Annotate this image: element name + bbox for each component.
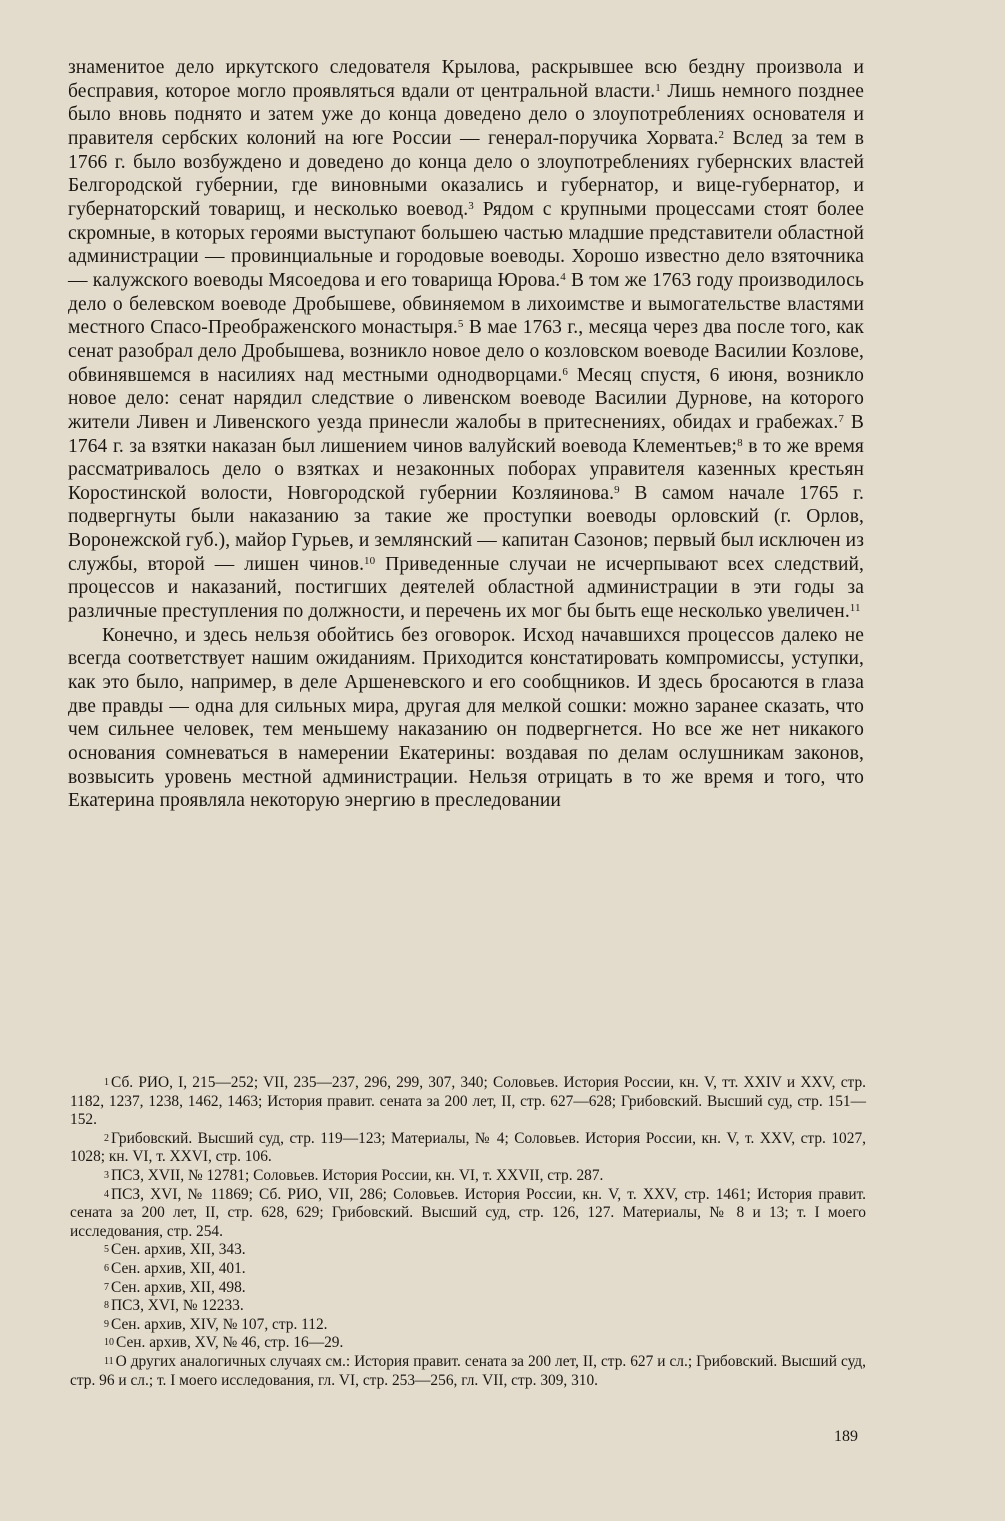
- paragraph: [68, 624, 864, 813]
- footnote-marker: 7: [838, 412, 844, 425]
- footnote-number: 6: [104, 1262, 109, 1274]
- text-run: в то же время рассматривалось дело о взятках и незаконных поборах управителя казенных крестьян Коростинской волости, Новгородской губернии Козляинова.: [68, 435, 864, 504]
- footnote-text: Сен. архив, XV, № 46, стр. 16—29.: [116, 1334, 344, 1352]
- text-run: В 1764 г. за взятки наказан был лишением чинов валуйский воевода Клементьев;: [68, 411, 864, 457]
- footnote-number: 10: [104, 1337, 114, 1349]
- footnote-marker: 10: [364, 554, 376, 567]
- footnote: [70, 1279, 866, 1298]
- footnote-number: 11: [104, 1355, 114, 1367]
- footnote: [70, 1353, 866, 1390]
- footnote-number: 7: [104, 1281, 109, 1293]
- footnote-marker: 8: [737, 436, 743, 449]
- footnote-text: Сен. архив, XIV, № 107, стр. 112.: [111, 1315, 328, 1333]
- text-run: Конечно, и здесь нельзя обойтись без оговорок. Исход начавшихся процессов далеко не всегда соответствует нашим ожиданиям. Приходится констатировать компромиссы, уступки, как это было, например, в деле Аршеневского и его сообщников. И здесь бросаются в глаза две правды — одна для сильных мира, другая для мелкой сошки: можно заранее сказать, что чем сильнее человек, тем меньшему наказанию он подвергнется. Но все же нет никакого основания сомневаться в намерении Екатерины: воздавая по делам ослушникам законов, возвысить уровень местной администрации. Нельзя отрицать в то же время и того, что Екатерина проявляла некоторую энергию в преследовании: [68, 624, 864, 812]
- footnote-number: 1: [104, 1077, 109, 1088]
- footnote-text: ПСЗ, XVII, № 12781; Соловьев. История России, кн. VI, т. XXVII, стр. 287.: [111, 1166, 604, 1184]
- footnote-number: 8: [104, 1300, 109, 1312]
- text-run: В мае 1763 г., месяца через два после того, как сенат разобрал дело Дробышева, возникло новое дело о козловском воеводе Василии Козлове, обвинявшемся в насилиях над местными однодворцами.: [68, 317, 865, 386]
- footnote: [70, 1316, 866, 1335]
- footnote-text: ПСЗ, XVI, № 12233.: [111, 1297, 244, 1315]
- footnote-text: О других аналогичных случаях см.: История правит. сената за 200 лет, II, стр. 627 и сл.; Грибовский. Высший суд, стр. 96 и сл.; т. I моего исследования, гл. VI, стр. 253—256, гл. VII, стр. 309, 310.: [70, 1352, 866, 1389]
- footnote: [70, 1241, 866, 1260]
- footnote-number: 3: [104, 1169, 109, 1181]
- paragraph: [68, 56, 864, 624]
- footnote: [70, 1186, 866, 1242]
- footnote-text: Грибовский. Высший суд, стр. 119—123; Материалы, № 4; Соловьев. История России, кн. V, т. XXV, стр. 1027, 1028; кн. VI, т. XXVI, стр. 106.: [70, 1129, 866, 1166]
- footnote: [70, 1334, 866, 1353]
- text-run: Вслед за тем в 1766 г. было возбуждено и доведено до конца дело о злоупотреблениях губернских властей Белгородской губернии, где виновными оказались и губернатор, и вице-губернатор, и губернаторский товарищ, и несколько воевод.: [68, 127, 865, 220]
- footnote-marker: 11: [849, 602, 861, 615]
- footnote-text: Сен. архив, XII, 401.: [111, 1259, 246, 1277]
- footnote-text: Сен. архив, XII, 498.: [111, 1278, 246, 1296]
- footnote-marker: 9: [614, 483, 620, 496]
- footnotes: [70, 1074, 866, 1390]
- footnote-number: 5: [104, 1244, 109, 1256]
- page-number: 189: [834, 1428, 858, 1445]
- text-run: В том же 1763 году производилось дело о белевском воеводе Дробышеве, обвиняемом в лихоимстве и вымогательстве властями местного Спасо-Преображенского монастыря.: [68, 269, 864, 339]
- text-run: Рядом с крупными процессами стоят более скромные, в которых героями выступают большею частью младшие представители областной администрации — провинциальные и городовые воеводы. Хорошо известно дело взяточника — калужского воеводы Мясоедова и его товарища Юрова.: [68, 198, 864, 291]
- text-run: знаменитое дело иркутского следователя Крылова, раскрывшее всю бездну произвола и бесправия, которое могло проявляться вдали от центральной власти.: [68, 57, 864, 102]
- footnote-marker: 4: [560, 270, 566, 283]
- main-text: [68, 56, 864, 813]
- footnote-number: 2: [104, 1132, 109, 1144]
- footnote-marker: 2: [718, 128, 725, 141]
- footnote-text: ПСЗ, XVI, № 11869; Сб. РИО, VII, 286; Соловьев. История России, кн. V, т. XXV, стр. 1461; История правит. сената за 200 лет, II, стр. 628, 629; Грибовский. Высший суд, стр. 126, 127. Материалы, № 8 и 13; т. I моего исследования, стр. 254.: [70, 1185, 866, 1240]
- footnote-marker: 3: [468, 199, 474, 212]
- footnote-marker: 5: [457, 318, 464, 331]
- text-run: Приведенные случаи не исчерпывают всех следствий, процессов и наказаний, постигших деятелей областной администрации в эти годы за различные преступления по должности, и перечень их мог бы быть еще несколько увеличен.: [68, 553, 864, 623]
- footnote: [70, 1297, 866, 1316]
- footnote-text: Сб. РИО, I, 215—252; VII, 235—237, 296, 299, 307, 340; Соловьев. История России, кн. V, тт. XXIV и XXV, стр. 1182, 1237, 1238, 1462, 1463; История правит. сената за 200 лет, II, стр. 627—628; Грибовский. Высший суд, стр. 151—152.: [70, 1074, 866, 1129]
- footnote: [70, 1260, 866, 1279]
- text-run: В самом начале 1765 г. подвергнуты были наказанию за такие же проступки воеводы орловский (г. Орлов, Воронежской губ.), майор Гурьев, и землянский — капитан Сазонов; первый был исключен из службы, второй — лишен чинов.: [68, 482, 864, 575]
- footnote: [70, 1167, 866, 1186]
- text-run: Лишь немного позднее было вновь поднято и затем уже до конца доведено дело о злоупотреблениях основателя и правителя сербских колоний на юге России — генерал-поручика Хорвата.: [68, 80, 864, 149]
- footnote-number: 9: [104, 1318, 109, 1330]
- footnote: [70, 1074, 866, 1130]
- footnote-marker: 1: [655, 81, 661, 94]
- footnote-marker: 6: [562, 365, 569, 378]
- footnote-text: Сен. архив, XII, 343.: [111, 1241, 246, 1259]
- footnote: [70, 1130, 866, 1167]
- text-run: Месяц спустя, 6 июня, возникло новое дело: сенат нарядил следствие о ливенском воеводе Василии Дурнове, на которого жители Ливен и Ливенского уезда принесли жалобы в притеснениях, обидах и грабежах.: [68, 364, 864, 433]
- footnote-number: 4: [104, 1188, 109, 1200]
